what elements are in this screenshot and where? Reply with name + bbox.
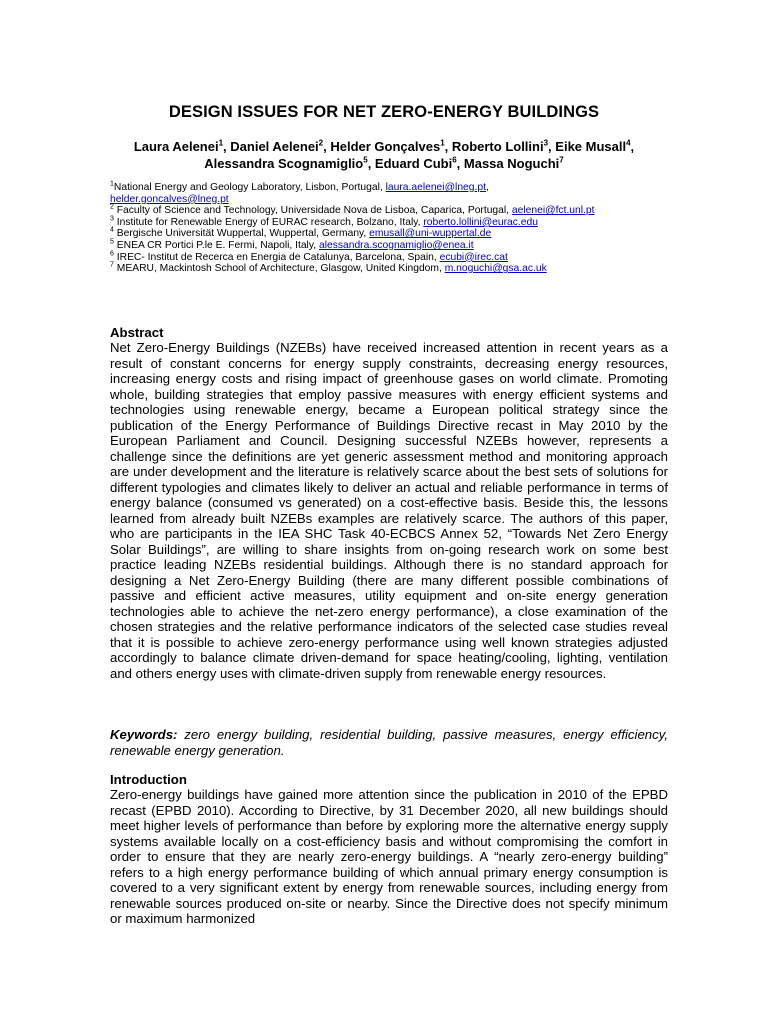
email-link[interactable]: m.noguchi@gsa.ac.uk	[444, 263, 547, 275]
affiliation: $^4$ Bergische Universität Wuppertal, Wuppertal, Germany, emusall@uni-wuppertal.de	[110, 226, 492, 240]
author: Laura Aelenei$^1$,	[133, 138, 231, 154]
email-link[interactable]: roberto.lollini@eurac.edu	[423, 216, 538, 228]
introduction-heading: Introduction	[110, 772, 187, 787]
paper-title: DESIGN ISSUES FOR NET ZERO-ENERGY BUILDINGS	[168, 103, 600, 121]
author: Alessandra Scognamiglio$^5$,	[204, 155, 375, 171]
abstract-text: Net Zero-Energy Buildings (NZEBs) have received increased attention in recent years as a result of constant concerns for energy supply constraints, decreasing energy resources, increasing energy costs and rising impact of greenhouse gases on world climate. Promoting whole, building strategies that employ passive measures with energy efficient systems and technologies using renewable energy, became a European political strategy since the publication of the Energy Performance of Buildings Directive recast in May 2010 by the European Parliament and Council. Designing successful NZEBs however, represents a challenge since the definitions are yet generic assessment method and monitoring approach are under development and the literature is relatively scarce about the best sets of solutions for different typologies and climates likely to deliver an actual and reliable performance in terms of energy balance (consumed vs generated) on a cost-effective basis. Beside this, the lessons learned from already built NZEBs examples are relatively scarce. The authors of this paper, who are participants in the IEA SHC Task 40-ECBCS Annex 52, “Towards Net Zero Energy Solar Buildings”, are willing to share insights from on-going research work on some best practice leading NZEBs residential buildings. Although there is no standard approach for designing a Net Zero-Energy Building (there are many different possible combinations of passive and efficient active measures, utility equipment and on-site energy generation technologies able to achieve the net-zero energy performance), a close examination of the chosen strategies and the relative performance indicators of the selected case studies reveal that it is possible to achieve zero-energy performance using well known strategies adjusted accordingly to balance climate driven-demand for space heating/cooling, lighting, ventilation and others energy uses with climate-driven supply from renewable energy resources.	[110, 340, 668, 681]
author: Eduard Cubi$^6$,	[374, 155, 464, 171]
email-link[interactable]: emusall@uni-wuppertal.de	[369, 228, 492, 240]
email-link[interactable]: ecubi@irec.cat	[439, 251, 508, 263]
author: Helder Gonçalves$^1$,	[330, 138, 452, 154]
keywords-label: Keywords:	[110, 727, 178, 742]
author: Roberto Lollini$^3$,	[451, 138, 556, 154]
abstract-heading: Abstract	[110, 325, 164, 340]
email-link[interactable]: alessandra.scognamiglio@enea.it	[318, 239, 474, 251]
author: Daniel Aelenei$^2$,	[230, 138, 331, 154]
affiliation-list	[110, 182, 670, 275]
affiliation: $^5$ ENEA CR Portici P.le E. Fermi, Napoli, Italy, alessandra.scognamiglio@enea.it	[110, 238, 474, 251]
email-link[interactable]: helder.goncalves@lneg.pt	[110, 193, 229, 205]
affiliation: $^3$ Institute for Renewable Energy of EURAC research, Bolzano, Italy, roberto.lollini@eurac.edu	[110, 215, 538, 228]
affiliation: $^2$ Faculty of Science and Technology, Universidade Nova de Lisboa, Caparica, Portugal, aelenei@fct.unl.pt	[110, 203, 595, 217]
author: Eike Musall$^4$,	[555, 138, 635, 154]
affiliation: $^6$ IREC- Institut de Recerca en Energia de Catalunya, Barcelona, Spain, ecubi@irec.cat	[110, 250, 508, 263]
introduction-section	[110, 772, 668, 927]
email-link[interactable]: aelenei@fct.unl.pt	[511, 205, 595, 217]
keywords-section	[110, 727, 668, 758]
keywords-text: zero energy building, residential building, passive measures, energy efficiency, renewable energy generation.	[110, 727, 668, 758]
author: Massa Noguchi$^7$	[463, 155, 564, 171]
introduction-text: Zero-energy buildings have gained more attention since the publication in 2010 of the EPBD recast (EPBD 2010). According to Directive, by 31 December 2020, all new buildings should meet higher levels of performance than before by exploring more the alternative energy supply systems available locally on a cost-efficiency basis and without compromising the comfort in order to ensure that they are nearly zero-energy buildings. A “nearly zero-energy building” refers to a high energy performance building of which annual primary energy consumption is covered to a very significant extent by energy from renewable sources, including energy from renewable sources produced on-site or nearby. Since the Directive does not specify minimum or maximum harmonized	[110, 787, 668, 926]
author-list	[100, 138, 668, 172]
affiliation: $^7$ MEARU, Mackintosh School of Architecture, Glasgow, United Kingdom, m.noguchi@gsa.ac.uk	[110, 261, 547, 275]
email-link[interactable]: laura.aelenei@lneg.pt	[385, 182, 486, 193]
affiliation: $^1$National Energy and Geology Laboratory, Lisbon, Portugal, laura.aelenei@lneg.pt, helder.goncalves@lneg.pt	[110, 180, 489, 205]
abstract-section	[110, 325, 668, 681]
